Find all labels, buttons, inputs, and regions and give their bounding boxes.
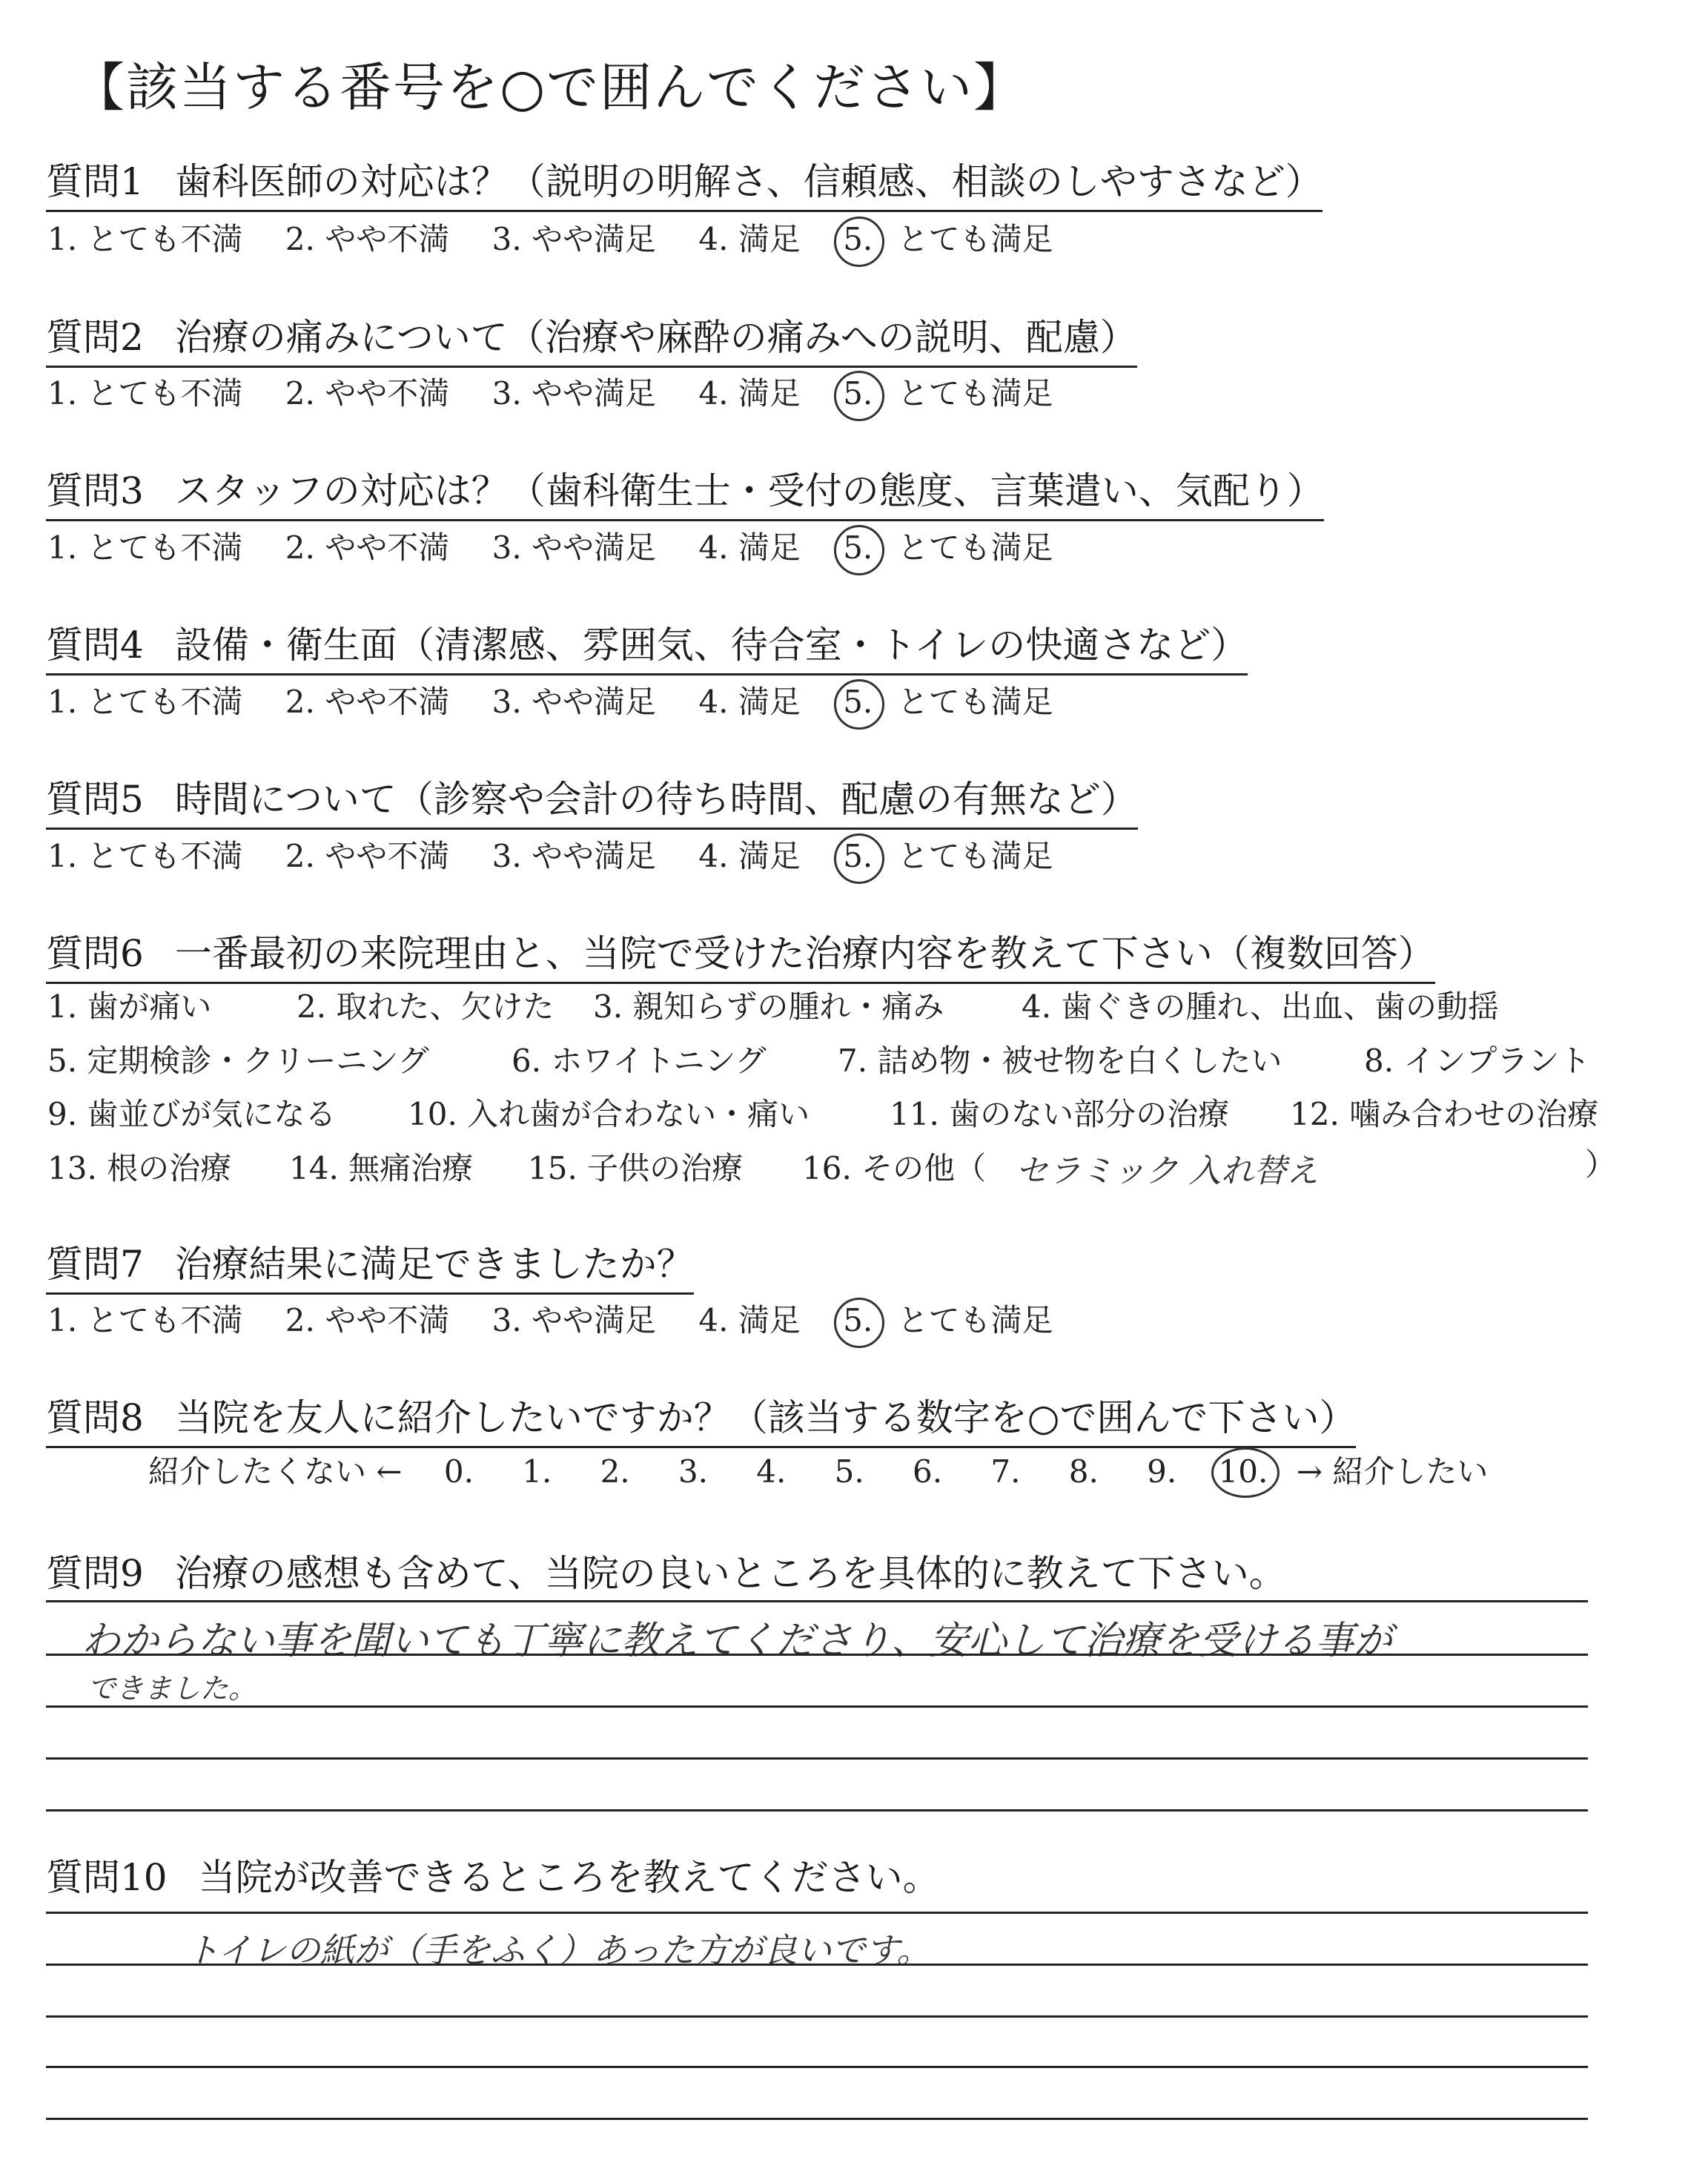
question-9-heading <box>46 1544 1286 1602</box>
scale-left-label: 紹介したくない ← <box>148 1453 403 1490</box>
scale-option-4[interactable]: 4. <box>756 1453 787 1490</box>
option-2[interactable]: 2. やや不満 <box>285 838 450 874</box>
q10-handwritten-answer: トイレの紙が（手をふく）あった方が良いです。 <box>185 1930 931 1970</box>
question-text: 治療の痛みについて（治療や麻酔の痛みへの説明、配慮） <box>174 316 1137 359</box>
question-number: 質問5 <box>46 778 144 821</box>
option-1[interactable]: 1. とても不満 <box>47 838 243 874</box>
option-5-label: とても満足 <box>897 529 1053 566</box>
question-3-heading <box>46 461 1324 521</box>
q9-handwritten-answer-line-2: できました。 <box>87 1672 257 1705</box>
option-3[interactable]: 3. やや満足 <box>491 529 657 566</box>
scale-option-10-selected[interactable]: 10. <box>1218 1453 1268 1490</box>
q6-option-9[interactable]: 9. 歯並びが気になる <box>47 1096 337 1132</box>
option-1[interactable]: 1. とても不満 <box>47 1302 243 1338</box>
scale-option-8[interactable]: 8. <box>1068 1453 1099 1490</box>
q6-other-close-paren: ） <box>1585 1146 1617 1183</box>
option-2[interactable]: 2. やや不満 <box>285 1302 450 1338</box>
option-1[interactable]: 1. とても不満 <box>47 529 243 566</box>
question-4-options <box>47 678 1086 722</box>
option-2[interactable]: 2. やや不満 <box>285 375 450 412</box>
option-3[interactable]: 3. やや満足 <box>491 684 657 720</box>
scale-option-7[interactable]: 7. <box>990 1453 1021 1490</box>
question-text: 当院を友人に紹介したいですか？（該当する数字を○で囲んで下さい） <box>174 1396 1357 1439</box>
question-number: 質問3 <box>46 469 144 512</box>
question-1-options <box>47 215 1086 260</box>
option-5-label: とても満足 <box>897 221 1053 257</box>
answer-line <box>46 2015 1588 2018</box>
question-8-scale <box>148 1447 1513 1492</box>
answer-line <box>46 1600 1588 1602</box>
scale-option-6[interactable]: 6. <box>913 1453 943 1490</box>
question-text: 一番最初の来院理由と、当院で受けた治療内容を教えて下さい（複数回答） <box>174 932 1435 975</box>
answer-line <box>46 1964 1588 1966</box>
option-5-label: とても満足 <box>897 684 1053 720</box>
option-1[interactable]: 1. とても不満 <box>47 375 243 412</box>
q6-option-10[interactable]: 10. 入れ歯が合わない・痛い <box>408 1096 810 1132</box>
page-title: 【該当する番号を○で囲んでください】 <box>73 57 1027 118</box>
question-7-heading <box>46 1235 694 1295</box>
option-2[interactable]: 2. やや不満 <box>285 684 450 720</box>
question-text: 当院が改善できるところを教えてください。 <box>198 1856 940 1899</box>
question-text: スタッフの対応は？（歯科衛生士・受付の態度、言葉遣い、気配り） <box>174 469 1324 512</box>
q6-option-1[interactable]: 1. 歯が痛い <box>47 988 212 1025</box>
answer-line <box>46 1912 1588 1914</box>
q6-option-5[interactable]: 5. 定期検診・クリーニング <box>47 1043 429 1079</box>
question-text: 治療の感想も含めて、当院の良いところを具体的に教えて下さい。 <box>174 1552 1286 1595</box>
question-5-options <box>47 832 1086 876</box>
scale-option-5[interactable]: 5. <box>834 1453 864 1490</box>
option-5-selected[interactable]: 5. <box>843 529 873 566</box>
q6-option-11[interactable]: 11. 歯のない部分の治療 <box>890 1096 1230 1132</box>
option-3[interactable]: 3. やや満足 <box>491 221 657 257</box>
scale-option-1[interactable]: 1. <box>522 1453 552 1490</box>
option-4[interactable]: 4. 満足 <box>698 1302 801 1338</box>
scale-option-3[interactable]: 3. <box>678 1453 709 1490</box>
answer-line <box>46 1705 1588 1708</box>
answer-line <box>46 1809 1588 1811</box>
option-1[interactable]: 1. とても不満 <box>47 221 243 257</box>
question-10-heading <box>46 1848 940 1906</box>
q6-option-4[interactable]: 4. 歯ぐきの腫れ、出血、歯の動揺 <box>1022 988 1499 1025</box>
question-number: 質問1 <box>46 160 144 203</box>
q6-option-3[interactable]: 3. 親知らずの腫れ・痛み <box>593 988 944 1025</box>
question-7-options <box>47 1296 1086 1341</box>
question-3-options <box>47 524 1086 568</box>
answer-line <box>46 2066 1588 2068</box>
option-4[interactable]: 4. 満足 <box>698 221 801 257</box>
q6-option-15[interactable]: 15. 子供の治療 <box>528 1150 744 1186</box>
question-8-heading <box>46 1388 1356 1448</box>
question-text: 治療結果に満足できましたか？ <box>174 1243 694 1286</box>
option-3[interactable]: 3. やや満足 <box>491 375 657 412</box>
question-number: 質問7 <box>46 1243 144 1286</box>
option-4[interactable]: 4. 満足 <box>698 838 801 874</box>
option-2[interactable]: 2. やや不満 <box>285 529 450 566</box>
q6-option-2[interactable]: 2. 取れた、欠けた <box>297 988 555 1025</box>
question-2-options <box>47 369 1086 414</box>
question-number: 質問2 <box>46 316 144 359</box>
option-5-selected[interactable]: 5. <box>843 838 873 874</box>
option-4[interactable]: 4. 満足 <box>698 529 801 566</box>
q6-option-14[interactable]: 14. 無痛治療 <box>289 1150 474 1186</box>
question-text: 歯科医師の対応は？（説明の明解さ、信頼感、相談のしやすさなど） <box>174 160 1323 203</box>
scale-right-label: → 紹介したい <box>1296 1453 1489 1490</box>
question-number: 質問4 <box>46 624 144 667</box>
option-5-label: とても満足 <box>897 1302 1053 1338</box>
answer-line <box>46 1654 1588 1656</box>
answer-line <box>46 2118 1588 2120</box>
question-number: 質問6 <box>46 932 144 975</box>
q9-handwritten-answer-line-1: わからない事を聞いても丁寧に教えてくださり、安心して治療を受ける事が <box>82 1619 1393 1663</box>
question-number: 質問10 <box>46 1856 168 1899</box>
option-5-label: とても満足 <box>897 375 1053 412</box>
option-5-selected[interactable]: 5. <box>843 1302 873 1338</box>
scale-option-9[interactable]: 9. <box>1147 1453 1177 1490</box>
option-4[interactable]: 4. 満足 <box>698 375 801 412</box>
question-6-heading <box>46 924 1435 984</box>
answer-line <box>46 1757 1588 1760</box>
option-2[interactable]: 2. やや不満 <box>285 221 450 257</box>
question-number: 質問9 <box>46 1552 144 1595</box>
option-1[interactable]: 1. とても不満 <box>47 684 243 720</box>
question-1-heading <box>46 152 1323 212</box>
question-2-heading <box>46 308 1137 368</box>
option-3[interactable]: 3. やや満足 <box>491 838 657 874</box>
q6-option-7[interactable]: 7. 詰め物・被せ物を白くしたい <box>838 1043 1282 1079</box>
scale-option-2[interactable]: 2. <box>600 1453 630 1490</box>
option-3[interactable]: 3. やや満足 <box>491 1302 657 1338</box>
question-number: 質問8 <box>46 1396 144 1439</box>
q6-option-16[interactable]: 16. その他（ <box>802 1150 987 1186</box>
scale-option-0[interactable]: 0. <box>443 1453 474 1490</box>
q6-option-8[interactable]: 8. インプラント <box>1364 1043 1591 1079</box>
question-text: 設備・衛生面（清潔感、雰囲気、待合室・トイレの快適さなど） <box>174 624 1248 667</box>
question-5-heading <box>46 770 1138 830</box>
option-5-selected[interactable]: 5. <box>843 684 873 720</box>
question-4-heading <box>46 615 1248 676</box>
q6-option-6[interactable]: 6. ホワイトニング <box>512 1043 767 1079</box>
q6-other-handwritten: セラミック 入れ替え <box>1016 1152 1320 1190</box>
question-text: 時間について（診察や会計の待ち時間、配慮の有無など） <box>174 778 1138 821</box>
option-4[interactable]: 4. 満足 <box>698 684 801 720</box>
q6-option-12[interactable]: 12. 噛み合わせの治療 <box>1290 1096 1599 1132</box>
option-5-selected[interactable]: 5. <box>843 221 873 257</box>
option-5-label: とても満足 <box>897 838 1053 874</box>
q6-option-13[interactable]: 13. 根の治療 <box>47 1150 232 1186</box>
option-5-selected[interactable]: 5. <box>843 375 873 412</box>
